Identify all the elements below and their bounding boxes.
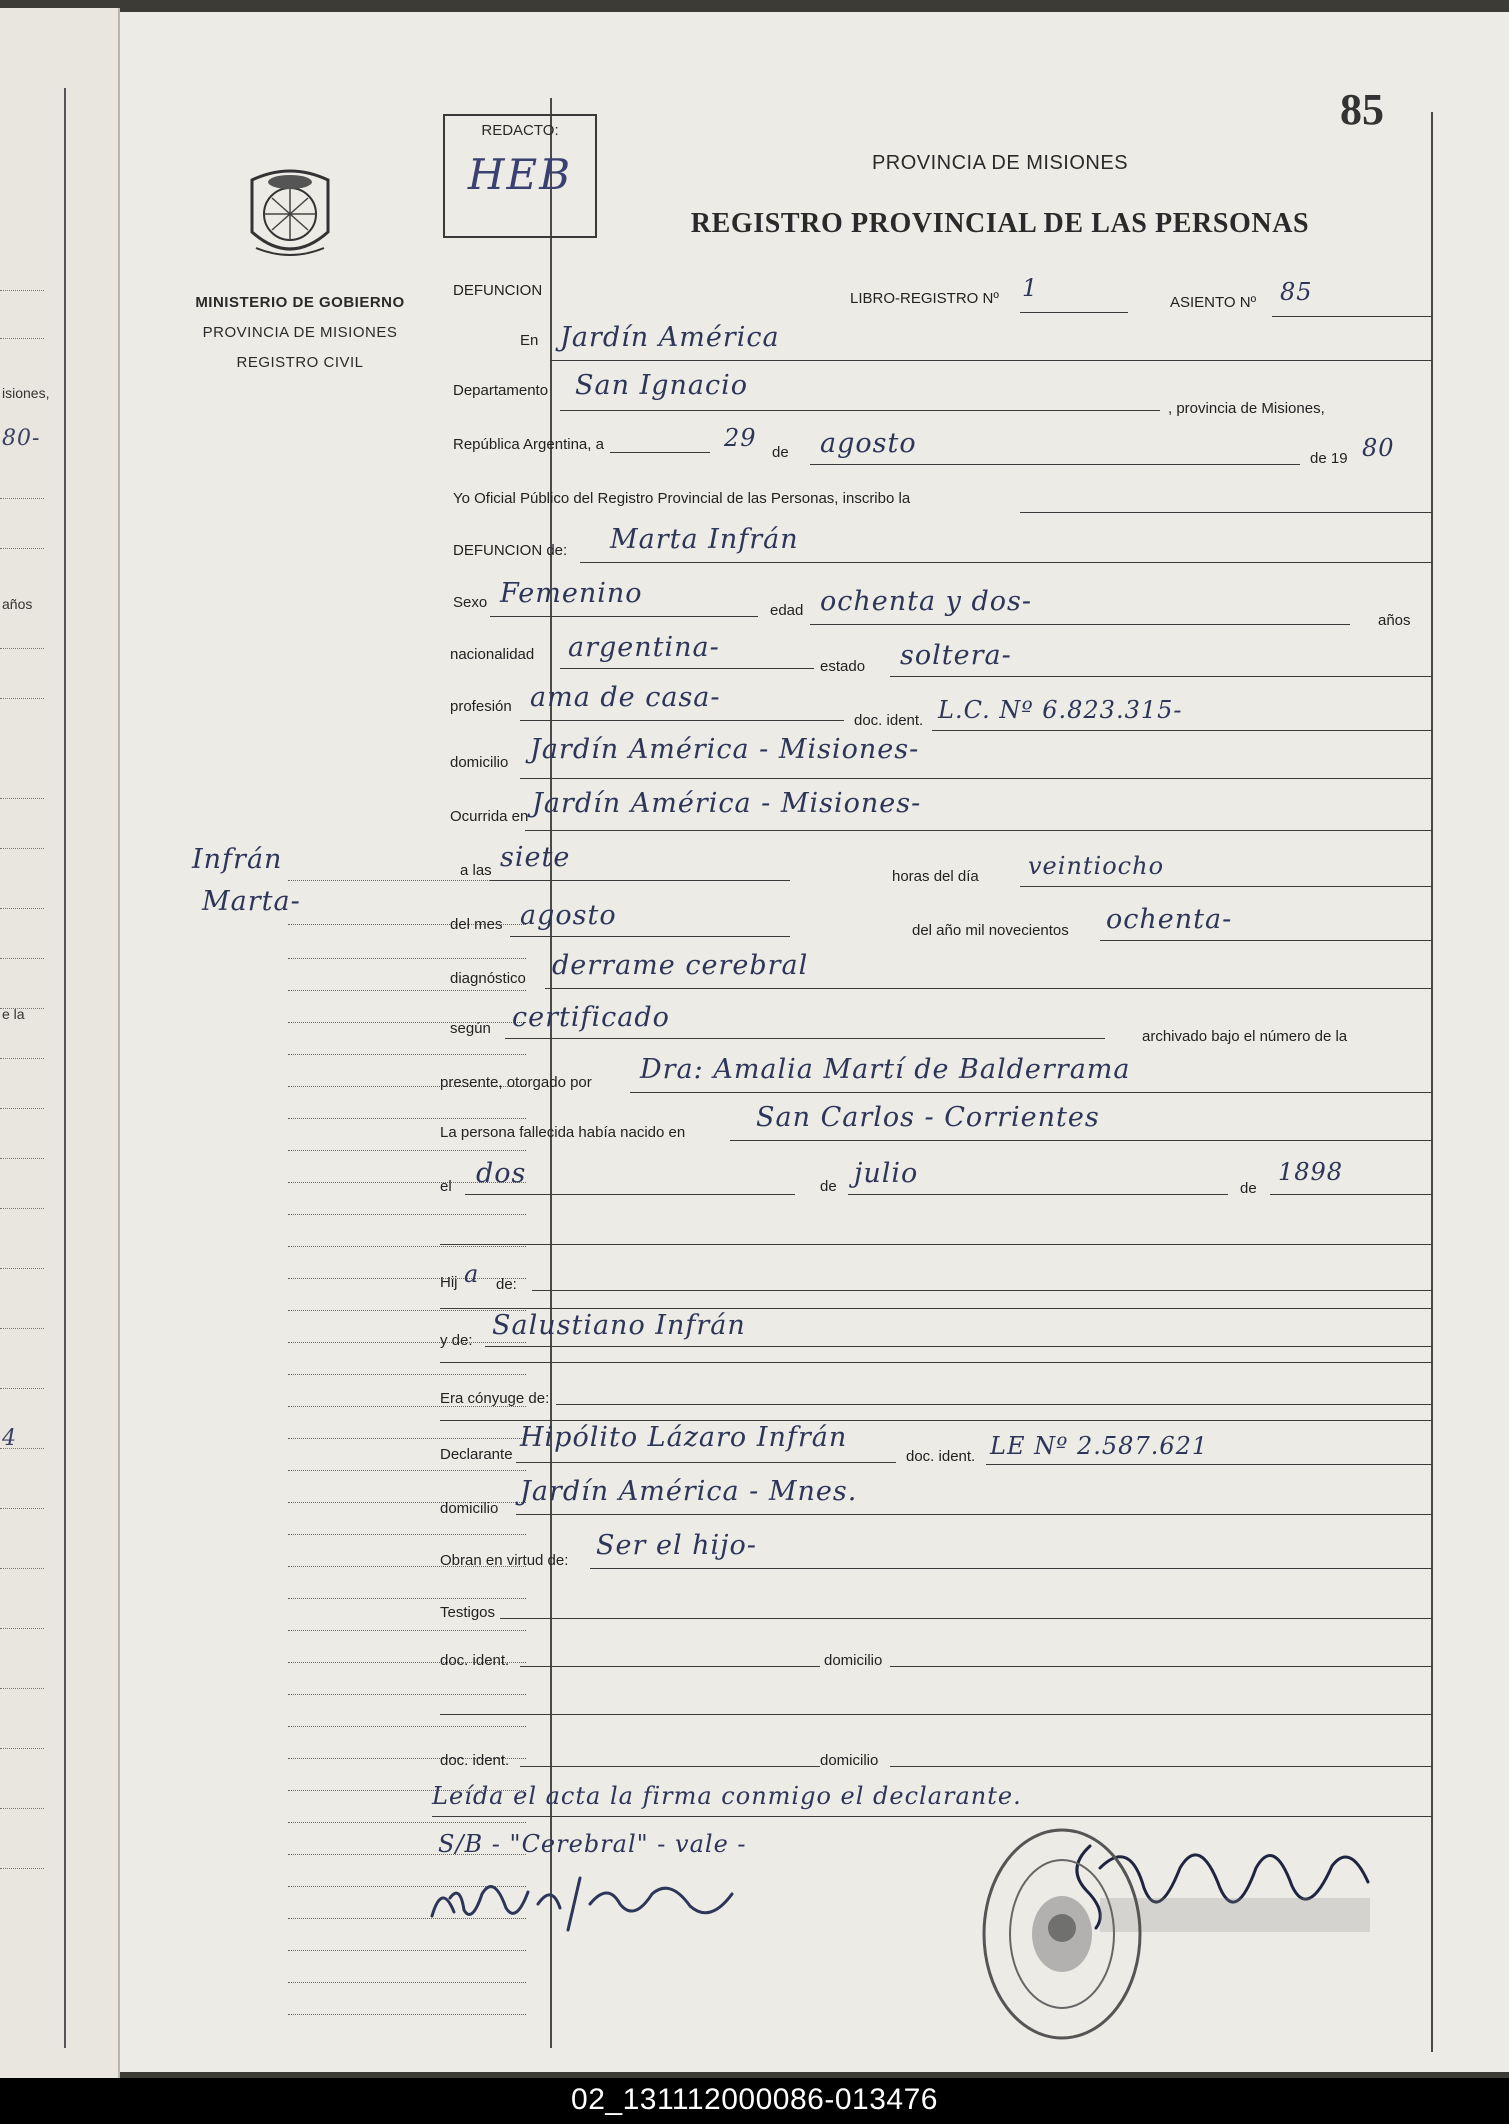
redacto-initials: HEB xyxy=(467,150,573,199)
value-declarante-doc: LE Nº 2.587.621 xyxy=(990,1432,1209,1460)
label-sexo: Sexo xyxy=(453,594,488,611)
label-horas-dia: horas del día xyxy=(892,868,979,885)
redacto-label: REDACTO: xyxy=(481,122,559,139)
line-madre-2 xyxy=(440,1308,1432,1309)
line-nac-mes xyxy=(848,1194,1228,1195)
value-diagnostico: derrame cerebral xyxy=(552,950,809,981)
line-obran xyxy=(590,1568,1432,1569)
line-nombre xyxy=(580,562,1432,563)
value-edad: ochenta y dos- xyxy=(820,586,1033,617)
line-t1-domicilio xyxy=(890,1666,1432,1667)
label-domicilio-t1: domicilio xyxy=(824,1652,883,1669)
line-declarante-doc xyxy=(986,1464,1432,1465)
image-caption: 02_131112000086-013476 xyxy=(571,2083,938,2116)
label-hij: Hij xyxy=(440,1274,458,1291)
label-doc-ident-t2: doc. ident. xyxy=(440,1752,510,1769)
label-yo-oficial: Yo Oficial Público del Registro Provincial de las Personas, inscribo la xyxy=(453,490,911,507)
ministry-province: PROVINCIA DE MISIONES xyxy=(202,324,398,341)
label-domicilio-decl: domicilio xyxy=(440,1500,499,1517)
value-obran: Ser el hijo- xyxy=(596,1530,757,1561)
value-nac-dia: dos xyxy=(476,1158,527,1189)
line-segun xyxy=(505,1038,1105,1039)
ministry-registry: REGISTRO CIVIL xyxy=(236,354,364,371)
line-ocurrida xyxy=(525,830,1432,831)
left-page-margin-line xyxy=(64,88,66,2048)
value-doc-ident: L.C. Nº 6.823.315- xyxy=(938,696,1183,724)
line-mes-muerte xyxy=(510,936,790,937)
note-leida: Leída el acta la firma conmigo el declarante. xyxy=(432,1782,1022,1810)
label-el: el xyxy=(440,1178,452,1195)
label-segun: según xyxy=(450,1020,491,1037)
value-nacido-en: San Carlos - Corrientes xyxy=(756,1102,1100,1133)
label-doc-ident-t1: doc. ident. xyxy=(440,1652,510,1669)
line-t2-domicilio xyxy=(890,1766,1432,1767)
label-de: de xyxy=(772,444,789,461)
registry-seal-icon xyxy=(978,1824,1146,2044)
value-nac-anio: 1898 xyxy=(1278,1158,1344,1186)
line-t1-doc xyxy=(520,1666,820,1667)
value-otorgado: Dra: Amalia Martí de Balderrama xyxy=(640,1054,1131,1085)
form-frame-left xyxy=(550,98,552,2048)
label-a-las: a las xyxy=(460,862,492,879)
value-ocurrida: Jardín América - Misiones- xyxy=(532,788,922,819)
value-sexo: Femenino xyxy=(500,578,643,609)
coat-of-arms-icon xyxy=(242,162,338,272)
label-diagnostico: diagnóstico xyxy=(450,970,526,987)
label-doc-ident-decl: doc. ident. xyxy=(906,1448,976,1465)
label-doc-ident: doc. ident. xyxy=(854,712,924,729)
label-asiento: ASIENTO Nº xyxy=(1170,294,1257,311)
value-segun: certificado xyxy=(512,1002,670,1033)
left-fragment: isiones, xyxy=(2,385,50,401)
value-hora: siete xyxy=(500,842,571,873)
label-declarante: Declarante xyxy=(440,1446,513,1463)
label-republica: República Argentina, a xyxy=(453,436,604,453)
value-hij-suffix: a xyxy=(464,1260,480,1288)
line-diagnostico xyxy=(545,988,1432,989)
line-nac-dia xyxy=(465,1194,795,1195)
line-sexo xyxy=(490,616,758,617)
value-profesion: ama de casa- xyxy=(530,682,721,713)
left-fragment: 4 xyxy=(2,1426,17,1451)
line-dia-texto xyxy=(1020,886,1432,887)
line-profesion xyxy=(520,720,844,721)
label-testigos: Testigos xyxy=(440,1604,496,1621)
value-anio: 80 xyxy=(1362,434,1395,462)
label-nacionalidad: nacionalidad xyxy=(450,646,535,663)
label-provincia: , provincia de Misiones, xyxy=(1168,400,1325,417)
line-conyuge xyxy=(556,1404,1432,1405)
label-departamento: Departamento xyxy=(453,382,549,399)
line-anio-texto xyxy=(1100,940,1432,941)
header-province: PROVINCIA DE MISIONES xyxy=(871,152,1129,174)
line-madre xyxy=(532,1290,1432,1291)
label-libro: LIBRO-REGISTRO Nº xyxy=(850,290,999,307)
label-profesion: profesión xyxy=(450,698,512,715)
label-ocurrida: Ocurrida en xyxy=(450,808,529,825)
line-departamento xyxy=(560,410,1160,411)
value-mes: agosto xyxy=(820,428,917,459)
line-declarante-domicilio xyxy=(516,1514,1432,1515)
label-del-mes: del mes xyxy=(450,916,503,933)
line-declarante xyxy=(516,1462,896,1463)
line-nacido-en xyxy=(730,1140,1432,1141)
label-domicilio-t2: domicilio xyxy=(820,1752,879,1769)
line-nacionalidad xyxy=(560,668,814,669)
line-mes xyxy=(810,464,1300,465)
form-frame-right xyxy=(1431,112,1433,2052)
label-domicilio: domicilio xyxy=(450,754,509,771)
value-localidad: Jardín América xyxy=(560,322,780,353)
label-edad: edad xyxy=(770,602,804,619)
value-padre: Salustiano Infrán xyxy=(492,1310,746,1341)
value-departamento: San Ignacio xyxy=(575,370,749,401)
label-defuncion: DEFUNCION xyxy=(453,282,543,299)
line-testigos xyxy=(500,1618,1432,1619)
line-en xyxy=(550,360,1432,361)
line-otorgado xyxy=(630,1092,1432,1093)
value-nacionalidad: argentina- xyxy=(568,632,720,663)
label-presente: presente, otorgado por xyxy=(440,1074,592,1091)
header-registry: REGISTRO PROVINCIAL DE LAS PERSONAS xyxy=(690,208,1310,239)
label-defuncion-de: DEFUNCION de: xyxy=(453,542,568,559)
value-nac-mes: julio xyxy=(854,1158,919,1189)
folio-number: 85 xyxy=(1340,85,1384,134)
line-testigo-2 xyxy=(440,1714,1432,1715)
label-de-anio-nac: de xyxy=(1240,1180,1257,1197)
left-fragment: años xyxy=(2,596,33,612)
line-t2-doc xyxy=(520,1766,820,1767)
label-obran: Obran en virtud de: xyxy=(440,1552,569,1569)
label-nacido: La persona fallecida había nacido en xyxy=(440,1124,686,1141)
note-salvado: S/B - "Cerebral" - vale - xyxy=(438,1830,747,1858)
left-fragment: e la xyxy=(2,1006,25,1022)
line-doc-ident xyxy=(932,730,1432,731)
margin-surname: Infrán xyxy=(192,844,283,875)
redacto-box xyxy=(443,114,597,238)
line-dia xyxy=(610,452,710,453)
label-archivado: archivado bajo el número de la xyxy=(1142,1028,1348,1045)
label-del-ano: del año mil novecientos xyxy=(912,922,1069,939)
label-estado: estado xyxy=(820,658,866,675)
value-declarante: Hipólito Lázaro Infrán xyxy=(520,1422,848,1453)
value-asiento: 85 xyxy=(1280,278,1313,306)
value-domicilio: Jardín América - Misiones- xyxy=(530,734,920,765)
line-note-1 xyxy=(432,1816,1432,1817)
line-hora xyxy=(490,880,790,881)
line-domicilio xyxy=(520,778,1432,779)
label-anos: años xyxy=(1378,612,1411,629)
line-libro xyxy=(1020,312,1128,313)
label-de-nac: de xyxy=(820,1178,837,1195)
line-padre-2 xyxy=(440,1362,1432,1363)
value-mes-muerte: agosto xyxy=(520,900,617,931)
line-yo-oficial xyxy=(1020,512,1432,513)
label-de-madre: de: xyxy=(496,1276,517,1293)
label-de-19: de 19 xyxy=(1310,450,1348,467)
line-nac-anio xyxy=(1270,1194,1432,1195)
label-en: En xyxy=(520,332,539,349)
value-dia: 29 xyxy=(724,424,757,452)
line-padre xyxy=(485,1346,1432,1347)
declarant-signature-icon xyxy=(420,1864,740,1934)
label-y-de: y de: xyxy=(440,1332,473,1349)
label-conyuge: Era cónyuge de: xyxy=(440,1390,550,1407)
left-page xyxy=(0,8,120,2078)
left-fragment: 80- xyxy=(2,426,41,451)
value-dia-texto: veintiocho xyxy=(1028,852,1165,880)
value-estado: soltera- xyxy=(900,640,1012,671)
margin-given-name: Marta- xyxy=(202,886,301,917)
line-blank-1 xyxy=(440,1244,1432,1245)
value-nombre: Marta Infrán xyxy=(610,524,799,555)
line-asiento xyxy=(1272,316,1432,317)
line-edad xyxy=(810,624,1350,625)
line-conyuge-2 xyxy=(440,1420,1432,1421)
ministry-name: MINISTERIO DE GOBIERNO xyxy=(195,294,405,311)
value-libro: 1 xyxy=(1022,274,1039,302)
value-declarante-domicilio: Jardín América - Mnes. xyxy=(520,1476,858,1507)
value-anio-texto: ochenta- xyxy=(1106,904,1233,935)
record-page xyxy=(120,12,1509,2072)
line-estado xyxy=(890,676,1432,677)
